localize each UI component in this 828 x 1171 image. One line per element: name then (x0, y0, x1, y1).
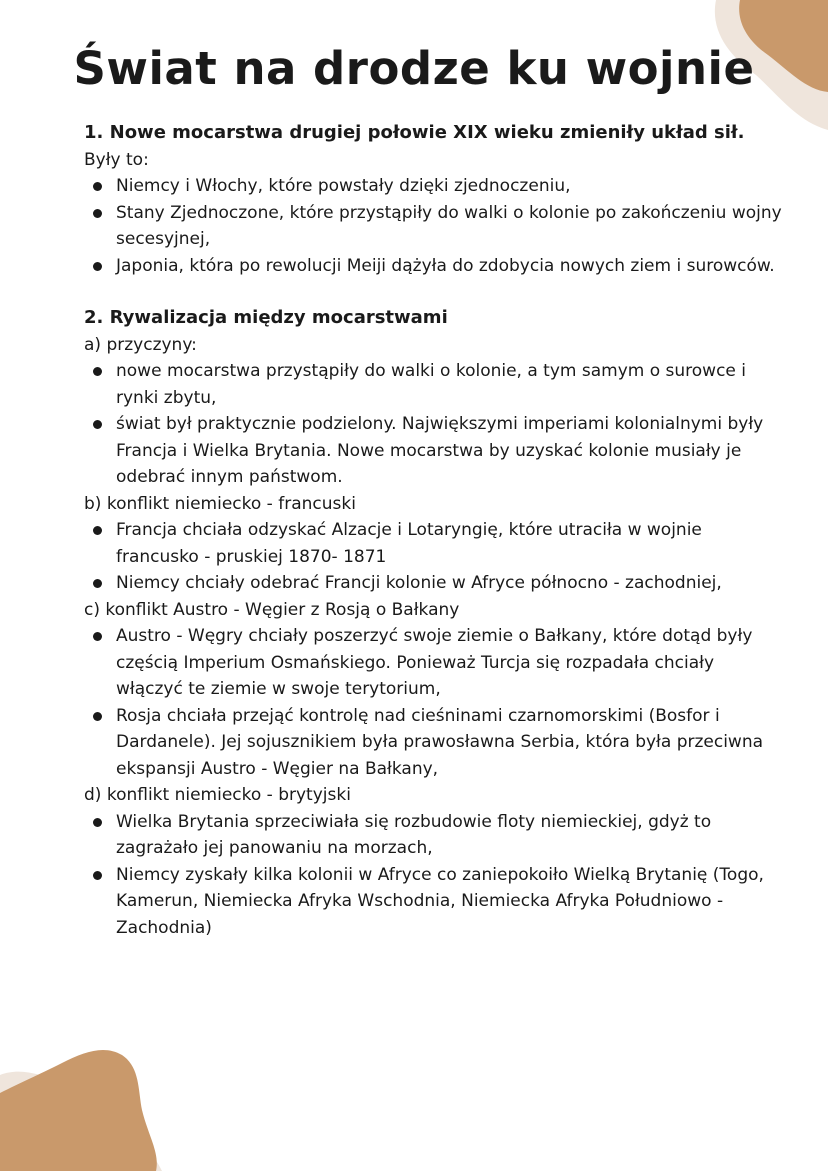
section2-c-list (84, 623, 784, 782)
list-item: Francja chciała odzyskać Alzacje i Lotaryngię, które utraciła w wojnie francusko - pruskiej 1870- 1871 (84, 517, 784, 570)
section2-c-label: c) konflikt Austro - Węgier z Rosją o Bałkany (84, 599, 460, 620)
list-item: Niemcy chciały odebrać Francji kolonie w Afryce północno - zachodniej, (84, 570, 784, 597)
section1-intro: Były to: (84, 149, 149, 170)
list-item: Niemcy zyskały kilka kolonii w Afryce co zaniepokoiło Wielką Brytanię (Togo, Kamerun, Niemiecka Afryka Wschodnia, Niemiecka Afryka Południowo - Zachodnia) (84, 862, 784, 942)
list-item: nowe mocarstwa przystąpiły do walki o kolonie, a tym samym o surowce i rynki zbytu, (84, 358, 784, 411)
section1-heading: 1. Nowe mocarstwa drugiej połowie XIX wieku zmieniły układ sił. (84, 122, 745, 143)
list-item: Wielka Brytania sprzeciwiała się rozbudowie floty niemieckiej, gdyż to zagrażało jej panowaniu na morzach, (84, 809, 784, 862)
section2-heading: 2. Rywalizacja między mocarstwami (84, 307, 448, 328)
list-item: świat był praktycznie podzielony. Największymi imperiami kolonialnymi były Francja i Wielka Brytania. Nowe mocarstwa by uzyskać kolonie musiały je odebrać innym państwom. (84, 411, 784, 491)
notes-content (84, 120, 784, 941)
list-item: Austro - Węgry chciały poszerzyć swoje ziemie o Bałkany, które dotąd były częścią Imperium Osmańskiego. Ponieważ Turcja się rozpadała chciały włączyć te ziemie w swoje terytorium, (84, 623, 784, 703)
section2-b-label: b) konflikt niemiecko - francuski (84, 493, 356, 514)
list-item: Japonia, która po rewolucji Meiji dążyła do zdobycia nowych ziem i surowców. (84, 253, 784, 280)
list-item: Rosja chciała przejąć kontrolę nad cieśninami czarnomorskimi (Bosfor i Dardanele). Jej sojusznikiem była prawosławna Serbia, która była przeciwna ekspansji Austro - Węgier na Bałkany, (84, 703, 784, 783)
list-item: Niemcy i Włochy, które powstały dzięki zjednoczeniu, (84, 173, 784, 200)
page-title: Świat na drodze ku wojnie (73, 42, 755, 95)
bottom-left-blob (0, 1035, 180, 1171)
list-item: Stany Zjednoczone, które przystąpiły do walki o kolonie po zakończeniu wojny secesyjnej, (84, 200, 784, 253)
section1-list (84, 173, 784, 279)
section2-a-list (84, 358, 784, 491)
section2-d-list (84, 809, 784, 942)
section2-d-label: d) konflikt niemiecko - brytyjski (84, 785, 351, 805)
section2-a-label: a) przyczyny: (84, 334, 197, 355)
bottom-left-blob-main (0, 1050, 157, 1171)
section2-b-list (84, 517, 784, 597)
